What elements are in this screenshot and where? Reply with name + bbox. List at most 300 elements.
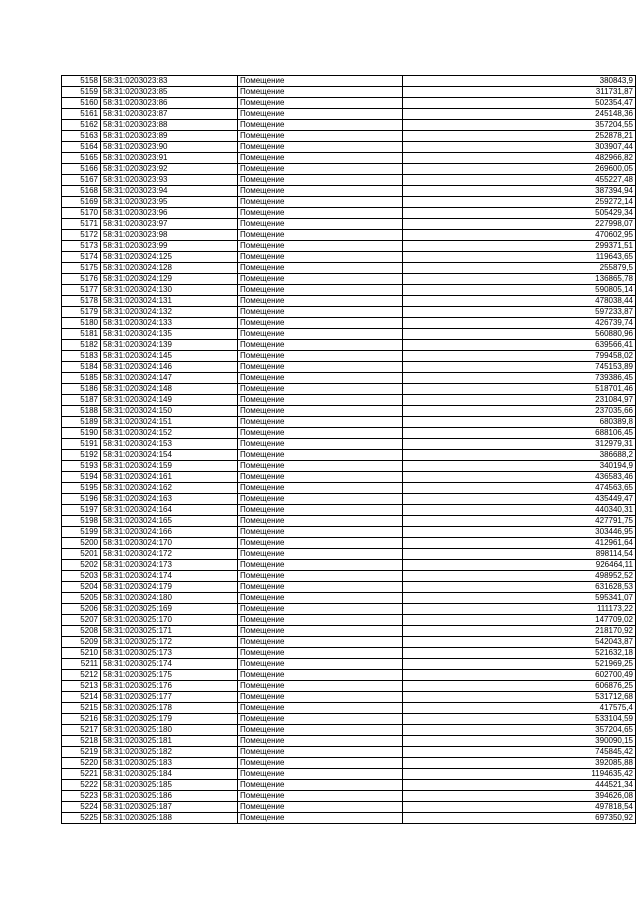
table-row	[62, 263, 636, 274]
row-number-cell: 5174	[62, 252, 101, 263]
object-type-cell: Помещение	[238, 582, 403, 593]
table-row	[62, 241, 636, 252]
row-number-cell: 5167	[62, 175, 101, 186]
row-number-cell: 5159	[62, 87, 101, 98]
table-row	[62, 252, 636, 263]
row-number-cell: 5162	[62, 120, 101, 131]
row-number-cell: 5166	[62, 164, 101, 175]
object-type-cell: Помещение	[238, 263, 403, 274]
table-row	[62, 560, 636, 571]
value-cell: 412961,64	[403, 538, 636, 549]
value-cell: 474563,65	[403, 483, 636, 494]
object-type-cell: Помещение	[238, 758, 403, 769]
table-row	[62, 659, 636, 670]
table-row	[62, 692, 636, 703]
cadastral-number-cell: 58:31:0203025:171	[101, 626, 238, 637]
cadastral-number-cell: 58:31:0203024:146	[101, 362, 238, 373]
value-cell: 533104,59	[403, 714, 636, 725]
row-number-cell: 5173	[62, 241, 101, 252]
object-type-cell: Помещение	[238, 384, 403, 395]
object-type-cell: Помещение	[238, 736, 403, 747]
cadastral-number-cell: 58:31:0203024:145	[101, 351, 238, 362]
table-row	[62, 681, 636, 692]
table-row	[62, 373, 636, 384]
table-row	[62, 450, 636, 461]
value-cell: 231084,97	[403, 395, 636, 406]
table-row	[62, 472, 636, 483]
value-cell: 455227,48	[403, 175, 636, 186]
object-type-cell: Помещение	[238, 428, 403, 439]
row-number-cell: 5201	[62, 549, 101, 560]
value-cell: 417575,4	[403, 703, 636, 714]
value-cell: 521632,18	[403, 648, 636, 659]
object-type-cell: Помещение	[238, 714, 403, 725]
row-number-cell: 5218	[62, 736, 101, 747]
value-cell: 387394,94	[403, 186, 636, 197]
object-type-cell: Помещение	[238, 681, 403, 692]
value-cell: 482966,82	[403, 153, 636, 164]
table-row	[62, 670, 636, 681]
value-cell: 311731,87	[403, 87, 636, 98]
value-cell: 602700,49	[403, 670, 636, 681]
value-cell: 631628,53	[403, 582, 636, 593]
row-number-cell: 5216	[62, 714, 101, 725]
table-row	[62, 417, 636, 428]
row-number-cell: 5169	[62, 197, 101, 208]
row-number-cell: 5203	[62, 571, 101, 582]
object-type-cell: Помещение	[238, 186, 403, 197]
table-row	[62, 307, 636, 318]
cadastral-number-cell: 58:31:0203023:90	[101, 142, 238, 153]
object-type-cell: Помещение	[238, 98, 403, 109]
value-cell: 470602,95	[403, 230, 636, 241]
value-cell: 426739,74	[403, 318, 636, 329]
table-row	[62, 131, 636, 142]
row-number-cell: 5206	[62, 604, 101, 615]
value-cell: 435449,47	[403, 494, 636, 505]
value-cell: 390090,15	[403, 736, 636, 747]
table-row	[62, 329, 636, 340]
object-type-cell: Помещение	[238, 527, 403, 538]
row-number-cell: 5205	[62, 593, 101, 604]
cadastral-number-cell: 58:31:0203025:187	[101, 802, 238, 813]
object-type-cell: Помещение	[238, 549, 403, 560]
cadastral-number-cell: 58:31:0203023:89	[101, 131, 238, 142]
value-cell: 312979,31	[403, 439, 636, 450]
cadastral-number-cell: 58:31:0203023:83	[101, 76, 238, 87]
cadastral-number-cell: 58:31:0203024:173	[101, 560, 238, 571]
table-row	[62, 813, 636, 824]
table-row	[62, 186, 636, 197]
row-number-cell: 5180	[62, 318, 101, 329]
table-row	[62, 98, 636, 109]
table-row	[62, 142, 636, 153]
value-cell: 303446,95	[403, 527, 636, 538]
cadastral-number-cell: 58:31:0203024:150	[101, 406, 238, 417]
row-number-cell: 5202	[62, 560, 101, 571]
cadastral-number-cell: 58:31:0203024:163	[101, 494, 238, 505]
table-row	[62, 164, 636, 175]
row-number-cell: 5168	[62, 186, 101, 197]
row-number-cell: 5207	[62, 615, 101, 626]
table-row	[62, 153, 636, 164]
table-row	[62, 208, 636, 219]
cadastral-number-cell: 58:31:0203025:188	[101, 813, 238, 824]
cadastral-number-cell: 58:31:0203024:151	[101, 417, 238, 428]
cadastral-number-cell: 58:31:0203025:186	[101, 791, 238, 802]
table-row	[62, 285, 636, 296]
table-row	[62, 274, 636, 285]
row-number-cell: 5184	[62, 362, 101, 373]
table-row	[62, 351, 636, 362]
row-number-cell: 5186	[62, 384, 101, 395]
value-cell: 926464,11	[403, 560, 636, 571]
object-type-cell: Помещение	[238, 230, 403, 241]
row-number-cell: 5182	[62, 340, 101, 351]
value-cell: 898114,54	[403, 549, 636, 560]
cadastral-number-cell: 58:31:0203023:87	[101, 109, 238, 120]
table-row	[62, 362, 636, 373]
row-number-cell: 5195	[62, 483, 101, 494]
row-number-cell: 5198	[62, 516, 101, 527]
row-number-cell: 5188	[62, 406, 101, 417]
table-row	[62, 483, 636, 494]
cadastral-number-cell: 58:31:0203023:96	[101, 208, 238, 219]
row-number-cell: 5197	[62, 505, 101, 516]
table-row	[62, 494, 636, 505]
cadastral-number-cell: 58:31:0203024:162	[101, 483, 238, 494]
table-row	[62, 109, 636, 120]
table-row	[62, 527, 636, 538]
cadastral-number-cell: 58:31:0203023:91	[101, 153, 238, 164]
row-number-cell: 5223	[62, 791, 101, 802]
table-row	[62, 318, 636, 329]
cadastral-number-cell: 58:31:0203025:180	[101, 725, 238, 736]
object-type-cell: Помещение	[238, 153, 403, 164]
table-row	[62, 736, 636, 747]
object-type-cell: Помещение	[238, 142, 403, 153]
object-type-cell: Помещение	[238, 417, 403, 428]
object-type-cell: Помещение	[238, 197, 403, 208]
object-type-cell: Помещение	[238, 604, 403, 615]
object-type-cell: Помещение	[238, 494, 403, 505]
object-type-cell: Помещение	[238, 791, 403, 802]
table-row	[62, 637, 636, 648]
row-number-cell: 5222	[62, 780, 101, 791]
value-cell: 505429,34	[403, 208, 636, 219]
table-row	[62, 648, 636, 659]
value-cell: 136865,78	[403, 274, 636, 285]
value-cell: 521969,25	[403, 659, 636, 670]
row-number-cell: 5193	[62, 461, 101, 472]
cadastral-number-cell: 58:31:0203023:99	[101, 241, 238, 252]
table-row	[62, 802, 636, 813]
object-type-cell: Помещение	[238, 615, 403, 626]
table-row	[62, 758, 636, 769]
cadastral-number-cell: 58:31:0203024:147	[101, 373, 238, 384]
object-type-cell: Помещение	[238, 439, 403, 450]
cadastral-number-cell: 58:31:0203023:92	[101, 164, 238, 175]
table-row	[62, 703, 636, 714]
cadastral-number-cell: 58:31:0203024:170	[101, 538, 238, 549]
row-number-cell: 5191	[62, 439, 101, 450]
cadastral-number-cell: 58:31:0203025:185	[101, 780, 238, 791]
object-type-cell: Помещение	[238, 538, 403, 549]
cadastral-number-cell: 58:31:0203025:176	[101, 681, 238, 692]
row-number-cell: 5219	[62, 747, 101, 758]
cadastral-number-cell: 58:31:0203024:128	[101, 263, 238, 274]
value-cell: 560880,96	[403, 329, 636, 340]
cadastral-number-cell: 58:31:0203025:184	[101, 769, 238, 780]
value-cell: 245148,36	[403, 109, 636, 120]
object-type-cell: Помещение	[238, 76, 403, 87]
object-type-cell: Помещение	[238, 472, 403, 483]
object-type-cell: Помещение	[238, 164, 403, 175]
cadastral-number-cell: 58:31:0203024:154	[101, 450, 238, 461]
table-row	[62, 230, 636, 241]
row-number-cell: 5179	[62, 307, 101, 318]
row-number-cell: 5192	[62, 450, 101, 461]
table-row	[62, 296, 636, 307]
value-cell: 606876,25	[403, 681, 636, 692]
cadastral-number-cell: 58:31:0203024:139	[101, 340, 238, 351]
cadastral-number-cell: 58:31:0203024:165	[101, 516, 238, 527]
cadastral-number-cell: 58:31:0203024:174	[101, 571, 238, 582]
object-type-cell: Помещение	[238, 703, 403, 714]
table-row	[62, 87, 636, 98]
row-number-cell: 5190	[62, 428, 101, 439]
object-type-cell: Помещение	[238, 175, 403, 186]
value-cell: 386688,2	[403, 450, 636, 461]
row-number-cell: 5171	[62, 219, 101, 230]
object-type-cell: Помещение	[238, 395, 403, 406]
value-cell: 745845,42	[403, 747, 636, 758]
value-cell: 440340,31	[403, 505, 636, 516]
table-body	[62, 76, 636, 824]
row-number-cell: 5210	[62, 648, 101, 659]
object-type-cell: Помещение	[238, 648, 403, 659]
table-row	[62, 582, 636, 593]
cadastral-number-cell: 58:31:0203025:169	[101, 604, 238, 615]
cadastral-number-cell: 58:31:0203024:148	[101, 384, 238, 395]
cadastral-number-cell: 58:31:0203023:93	[101, 175, 238, 186]
cadastral-number-cell: 58:31:0203024:159	[101, 461, 238, 472]
row-number-cell: 5178	[62, 296, 101, 307]
object-type-cell: Помещение	[238, 373, 403, 384]
row-number-cell: 5187	[62, 395, 101, 406]
cadastral-number-cell: 58:31:0203024:161	[101, 472, 238, 483]
table-row	[62, 461, 636, 472]
value-cell: 436583,46	[403, 472, 636, 483]
table-row	[62, 571, 636, 582]
value-cell: 357204,55	[403, 120, 636, 131]
object-type-cell: Помещение	[238, 516, 403, 527]
row-number-cell: 5165	[62, 153, 101, 164]
object-type-cell: Помещение	[238, 637, 403, 648]
value-cell: 218170,92	[403, 626, 636, 637]
table-row	[62, 626, 636, 637]
object-type-cell: Помещение	[238, 340, 403, 351]
table-row	[62, 593, 636, 604]
value-cell: 380843,9	[403, 76, 636, 87]
value-cell: 799458,02	[403, 351, 636, 362]
value-cell: 542043,87	[403, 637, 636, 648]
cadastral-number-cell: 58:31:0203025:178	[101, 703, 238, 714]
row-number-cell: 5224	[62, 802, 101, 813]
table-row	[62, 406, 636, 417]
value-cell: 303907,44	[403, 142, 636, 153]
cadastral-number-cell: 58:31:0203025:175	[101, 670, 238, 681]
object-type-cell: Помещение	[238, 769, 403, 780]
cadastral-number-cell: 58:31:0203025:183	[101, 758, 238, 769]
object-type-cell: Помещение	[238, 626, 403, 637]
object-type-cell: Помещение	[238, 670, 403, 681]
object-type-cell: Помещение	[238, 109, 403, 120]
row-number-cell: 5158	[62, 76, 101, 87]
row-number-cell: 5220	[62, 758, 101, 769]
table-row	[62, 340, 636, 351]
table-row	[62, 120, 636, 131]
table-row	[62, 725, 636, 736]
object-type-cell: Помещение	[238, 802, 403, 813]
object-type-cell: Помещение	[238, 120, 403, 131]
row-number-cell: 5176	[62, 274, 101, 285]
value-cell: 531712,68	[403, 692, 636, 703]
cadastral-number-cell: 58:31:0203025:170	[101, 615, 238, 626]
table-row	[62, 428, 636, 439]
value-cell: 502354,47	[403, 98, 636, 109]
object-type-cell: Помещение	[238, 461, 403, 472]
object-type-cell: Помещение	[238, 87, 403, 98]
object-type-cell: Помещение	[238, 219, 403, 230]
row-number-cell: 5221	[62, 769, 101, 780]
cadastral-number-cell: 58:31:0203024:164	[101, 505, 238, 516]
value-cell: 697350,92	[403, 813, 636, 824]
value-cell: 340194,9	[403, 461, 636, 472]
row-number-cell: 5163	[62, 131, 101, 142]
table-row	[62, 219, 636, 230]
object-type-cell: Помещение	[238, 483, 403, 494]
object-type-cell: Помещение	[238, 813, 403, 824]
row-number-cell: 5161	[62, 109, 101, 120]
value-cell: 444521,34	[403, 780, 636, 791]
table-row	[62, 604, 636, 615]
table-row	[62, 175, 636, 186]
object-type-cell: Помещение	[238, 208, 403, 219]
cadastral-number-cell: 58:31:0203024:149	[101, 395, 238, 406]
table-row	[62, 516, 636, 527]
object-type-cell: Помещение	[238, 571, 403, 582]
cadastral-number-cell: 58:31:0203024:125	[101, 252, 238, 263]
object-type-cell: Помещение	[238, 725, 403, 736]
value-cell: 680389,8	[403, 417, 636, 428]
row-number-cell: 5204	[62, 582, 101, 593]
value-cell: 478038,44	[403, 296, 636, 307]
value-cell: 745153,89	[403, 362, 636, 373]
object-type-cell: Помещение	[238, 593, 403, 604]
object-type-cell: Помещение	[238, 780, 403, 791]
table-row	[62, 439, 636, 450]
cadastral-number-cell: 58:31:0203025:177	[101, 692, 238, 703]
cadastral-number-cell: 58:31:0203025:179	[101, 714, 238, 725]
row-number-cell: 5209	[62, 637, 101, 648]
value-cell: 357204,65	[403, 725, 636, 736]
value-cell: 497818,54	[403, 802, 636, 813]
row-number-cell: 5189	[62, 417, 101, 428]
cadastral-number-cell: 58:31:0203023:85	[101, 87, 238, 98]
cadastral-number-cell: 58:31:0203024:132	[101, 307, 238, 318]
object-type-cell: Помещение	[238, 747, 403, 758]
table-row	[62, 769, 636, 780]
object-type-cell: Помещение	[238, 406, 403, 417]
cadastral-number-cell: 58:31:0203025:173	[101, 648, 238, 659]
value-cell: 269600,05	[403, 164, 636, 175]
object-type-cell: Помещение	[238, 241, 403, 252]
object-type-cell: Помещение	[238, 505, 403, 516]
cadastral-number-cell: 58:31:0203023:95	[101, 197, 238, 208]
value-cell: 227998,07	[403, 219, 636, 230]
value-cell: 1194635,42	[403, 769, 636, 780]
table-row	[62, 780, 636, 791]
row-number-cell: 5177	[62, 285, 101, 296]
object-type-cell: Помещение	[238, 307, 403, 318]
cadastral-number-cell: 58:31:0203024:166	[101, 527, 238, 538]
value-cell: 639566,41	[403, 340, 636, 351]
value-cell: 427791,75	[403, 516, 636, 527]
value-cell: 237035,66	[403, 406, 636, 417]
object-type-cell: Помещение	[238, 362, 403, 373]
cadastral-number-cell: 58:31:0203023:98	[101, 230, 238, 241]
value-cell: 518701,46	[403, 384, 636, 395]
row-number-cell: 5185	[62, 373, 101, 384]
cadastral-number-cell: 58:31:0203024:172	[101, 549, 238, 560]
row-number-cell: 5225	[62, 813, 101, 824]
table-row	[62, 395, 636, 406]
row-number-cell: 5183	[62, 351, 101, 362]
table-row	[62, 505, 636, 516]
cadastral-table	[61, 75, 636, 824]
cadastral-number-cell: 58:31:0203023:97	[101, 219, 238, 230]
value-cell: 392085,88	[403, 758, 636, 769]
table-row	[62, 549, 636, 560]
cadastral-number-cell: 58:31:0203025:172	[101, 637, 238, 648]
value-cell: 252878,21	[403, 131, 636, 142]
value-cell: 147709,02	[403, 615, 636, 626]
cadastral-number-cell: 58:31:0203024:131	[101, 296, 238, 307]
cadastral-number-cell: 58:31:0203024:152	[101, 428, 238, 439]
cadastral-number-cell: 58:31:0203023:88	[101, 120, 238, 131]
value-cell: 498952,52	[403, 571, 636, 582]
object-type-cell: Помещение	[238, 351, 403, 362]
table-row	[62, 197, 636, 208]
table-row	[62, 791, 636, 802]
row-number-cell: 5160	[62, 98, 101, 109]
table-row	[62, 76, 636, 87]
value-cell: 688106,45	[403, 428, 636, 439]
object-type-cell: Помещение	[238, 285, 403, 296]
value-cell: 394626,08	[403, 791, 636, 802]
row-number-cell: 5200	[62, 538, 101, 549]
cadastral-number-cell: 58:31:0203024:129	[101, 274, 238, 285]
row-number-cell: 5214	[62, 692, 101, 703]
object-type-cell: Помещение	[238, 318, 403, 329]
row-number-cell: 5196	[62, 494, 101, 505]
object-type-cell: Помещение	[238, 659, 403, 670]
row-number-cell: 5172	[62, 230, 101, 241]
cadastral-number-cell: 58:31:0203024:180	[101, 593, 238, 604]
row-number-cell: 5164	[62, 142, 101, 153]
object-type-cell: Помещение	[238, 560, 403, 571]
